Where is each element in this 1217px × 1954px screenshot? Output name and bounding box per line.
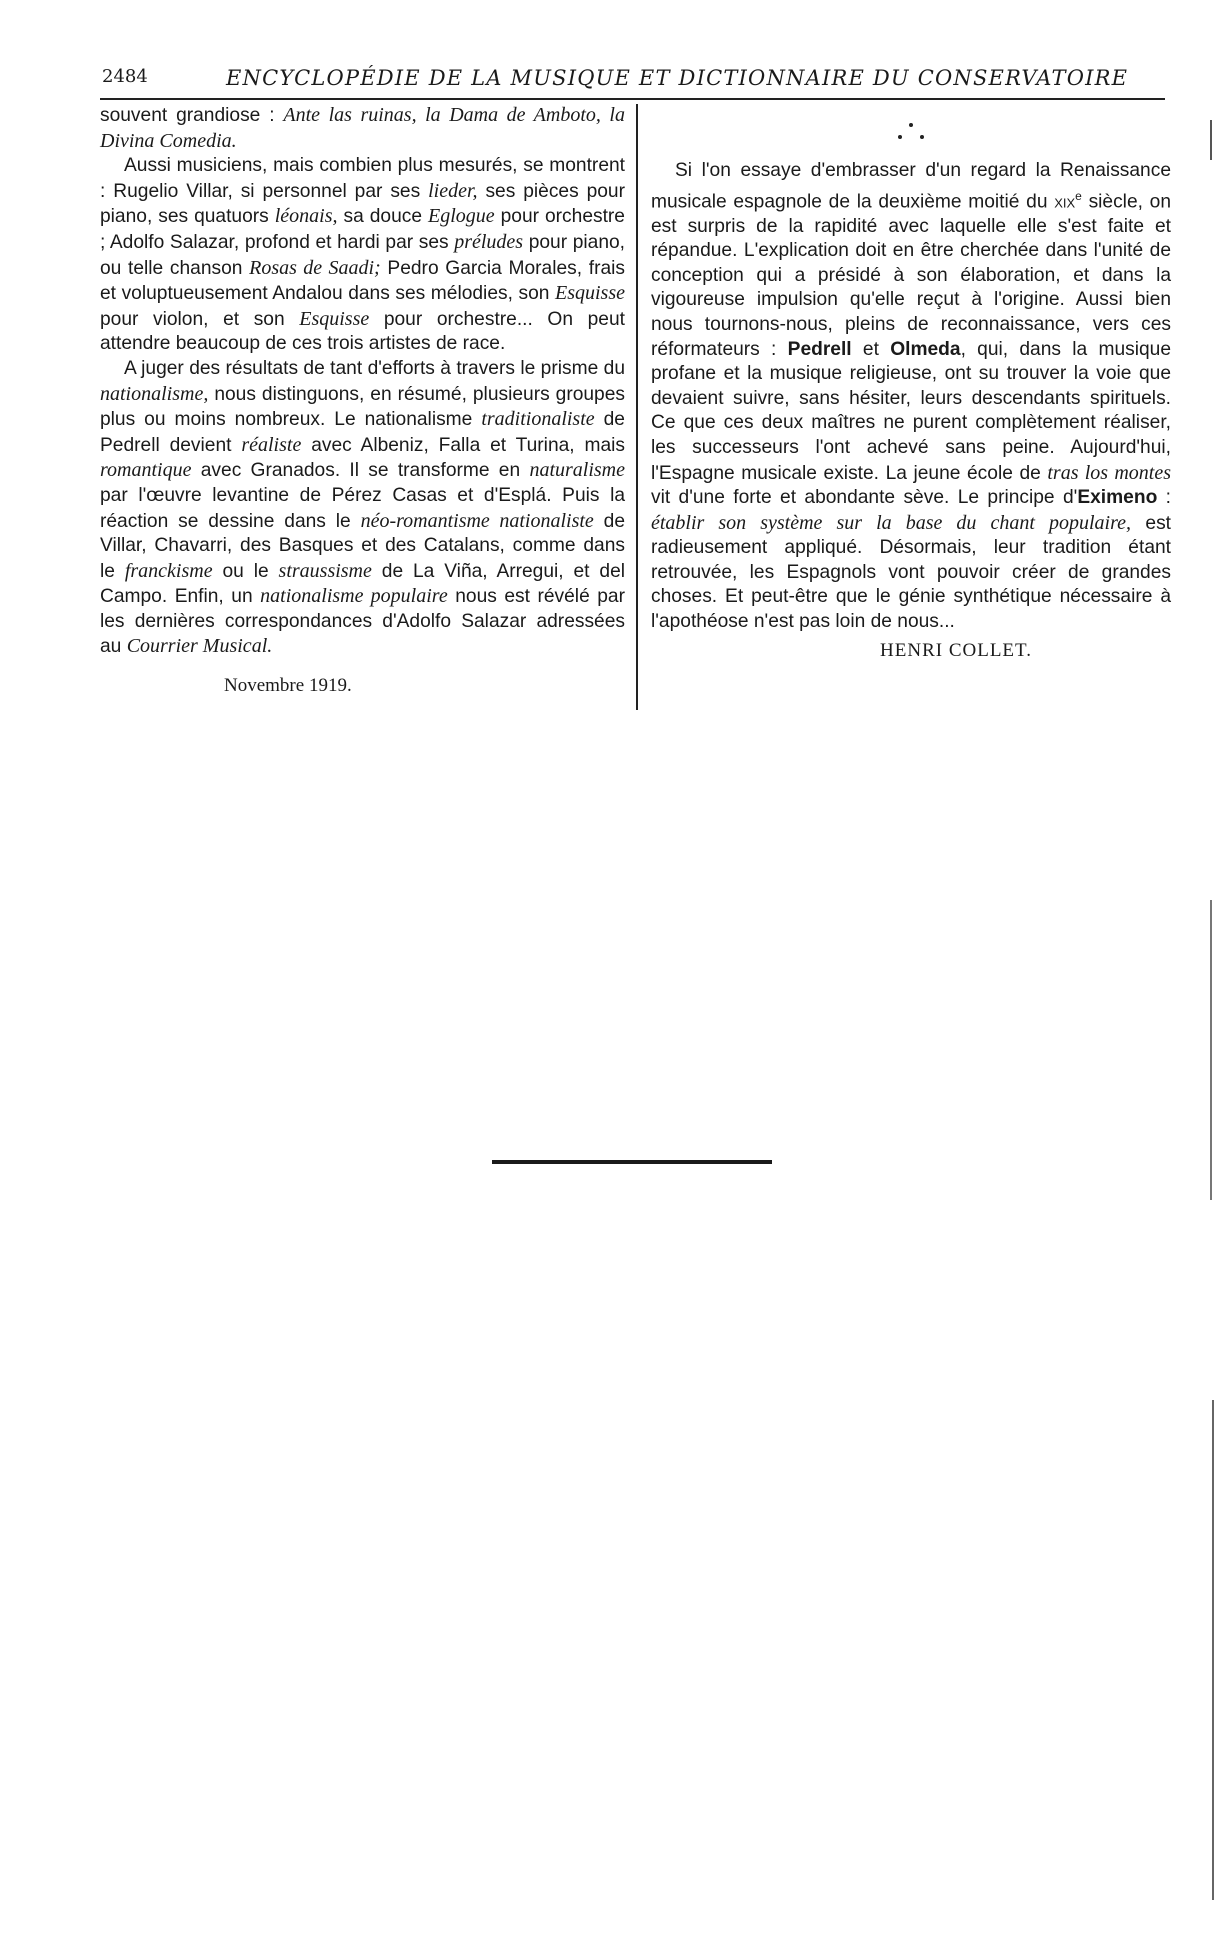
- page-edge-mark: [1210, 120, 1212, 160]
- page-number: 2484: [102, 66, 148, 87]
- paragraph: Aussi musiciens, mais combien plus mesurés, se montrent : Rugelio Villar, si personnel par ses lieder, ses pièces pour piano, ses quatuors léonais, sa douce Eglogue pour orchestre ; Adolfo Salazar, profond et hardi par ses préludes pour piano, ou telle chanson Rosas de Saadi; Pedro Garcia Morales, frais et voluptueusement Andalou dans ses mélodies, son Esquisse pour violon, et son Esquisse pour orchestre... On peut attendre beaucoup de ces trois artistes de race.: [100, 155, 625, 355]
- author-signature: HENRI COLLET.: [880, 639, 1032, 661]
- article-date: Novembre 1919.: [224, 675, 352, 697]
- paragraph: souvent grandiose : Ante las ruinas, la Dama de Amboto, la Divina Comedia.: [100, 104, 625, 152]
- page-edge-mark: [1212, 1400, 1214, 1900]
- right-column: [651, 103, 1171, 663]
- page-edge-mark: [1210, 900, 1212, 1200]
- asterism-separator: [651, 103, 1171, 159]
- running-title: ENCYCLOPÉDIE DE LA MUSIQUE ET DICTIONNAIRE DU CONSERVATOIRE: [226, 66, 1129, 90]
- page-header: [100, 62, 1165, 100]
- paragraph: Si l'on essaye d'embrasser d'un regard la Renaissance musicale espagnole de la deuxième moitié du xix$^e$ siècle, on est surpris de la rapidité avec laquelle elle s'est faite et répandue. L'explication doit en être cherchée dans l'unité de conception qui a présidé à son élaboration, et dans la vigoureuse impulsion qu'elle reçut à l'origine. Aussi bien nous tournons-nous, pleins de reconnaissance, vers ces réformateurs : Pedrell et Olmeda, qui, dans la musique profane et la musique religieuse, ont su trouver la voie que devaient suivre, sans hésiter, leurs descendants spirituels. Ce que ces deux maîtres ne purent complètement réaliser, les successeurs l'ont achevé sans peine. Aujourd'hui, l'Espagne musicale existe. La jeune école de tras los montes vit d'une forte et abondante sève. Le principe d'Eximeno : établir son système sur la base du chant populaire, est radieusement appliqué. Désormais, leur tradition étant retrouvée, les Espagnols vont pouvoir créer de grandes choses. Et peut-être que le génie synthétique nécessaire à l'apothéose n'est pas loin de nous...: [651, 160, 1171, 633]
- column-divider: [636, 104, 638, 710]
- end-rule: [492, 1160, 772, 1164]
- left-column: [100, 103, 625, 699]
- paragraph: A juger des résultats de tant d'efforts à travers le prisme du nationalisme, nous distinguons, en résumé, plusieurs groupes plus ou moins nombreux. Le nationalisme traditionaliste de Pedrell devient réaliste avec Albeniz, Falla et Turina, mais romantique avec Granados. Il se transforme en naturalisme par l'œuvre levantine de Pérez Casas et d'Esplá. Puis la réaction se dessine dans le néo-romantisme nationaliste de Villar, Chavarri, des Basques et des Catalans, comme dans le franckisme ou le straussisme de La Viña, Arregui, et del Campo. Enfin, un nationalisme populaire nous est révélé par les dernières correspondances d'Adolfo Salazar adressées au Courrier Musical.: [100, 357, 626, 658]
